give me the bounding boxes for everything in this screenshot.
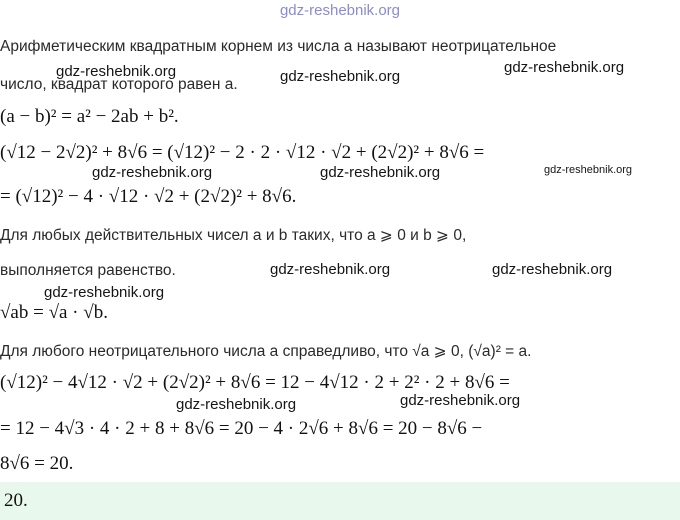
watermark: gdz-reshebnik.org xyxy=(320,164,441,181)
watermark: gdz-reshebnik.org xyxy=(544,164,633,176)
watermark: gdz-reshebnik.org xyxy=(400,392,521,409)
watermark: gdz-reshebnik.org xyxy=(280,68,401,85)
watermark: gdz-reshebnik.org xyxy=(176,396,297,413)
watermark: gdz-reshebnik.org xyxy=(56,63,177,80)
text-line-1: Арифметическим квадратным корнем из числа a называют неотрицательное xyxy=(0,38,557,55)
formula-simplify-1: (√12)² − 4√12 · √2 + (2√2)² + 8√6 = 12 − 4√12 · 2 + 2² · 2 + 8√6 = xyxy=(0,372,510,393)
answer-label: 20. xyxy=(4,490,28,511)
formula-square-of-difference: (a − b)² = a² − 2ab + b². xyxy=(0,106,179,127)
watermark: gdz-reshebnik.org xyxy=(492,261,613,278)
formula-simplify-2: = 12 − 4√3 · 4 · 2 + 8 + 8√6 = 20 − 4 · 2√6 + 8√6 = 20 − 8√6 − xyxy=(0,418,483,439)
watermark: gdz-reshebnik.org xyxy=(504,59,625,76)
watermark: gdz-reshebnik.org xyxy=(92,164,213,181)
text-line-2: число, квадрат которого равен a. xyxy=(0,76,238,93)
text-line-9: Для любого неотрицательного числа a справедливо, что √a ⩾ 0, (√a)² = a. xyxy=(0,343,532,360)
watermark: gdz-reshebnik.org xyxy=(44,284,165,301)
text-line-6: Для любых действительных чисел a и b таких, что a ⩾ 0 и b ⩾ 0, xyxy=(0,227,467,244)
formula-result: 8√6 = 20. xyxy=(0,453,74,474)
formula-expansion-1: (√12 − 2√2)² + 8√6 = (√12)² − 2 · 2 · √12 · √2 + (2√2)² + 8√6 = xyxy=(0,142,485,163)
formula-expansion-2: = (√12)² − 4 · √12 · √2 + (2√2)² + 8√6. xyxy=(0,186,297,207)
watermark: gdz-reshebnik.org xyxy=(270,261,391,278)
text-line-7: выполняется равенство. xyxy=(0,262,176,279)
formula-root-product: √ab = √a · √b. xyxy=(0,302,108,323)
site-header: gdz-reshebnik.org xyxy=(279,2,401,19)
answer-bar xyxy=(0,482,680,520)
